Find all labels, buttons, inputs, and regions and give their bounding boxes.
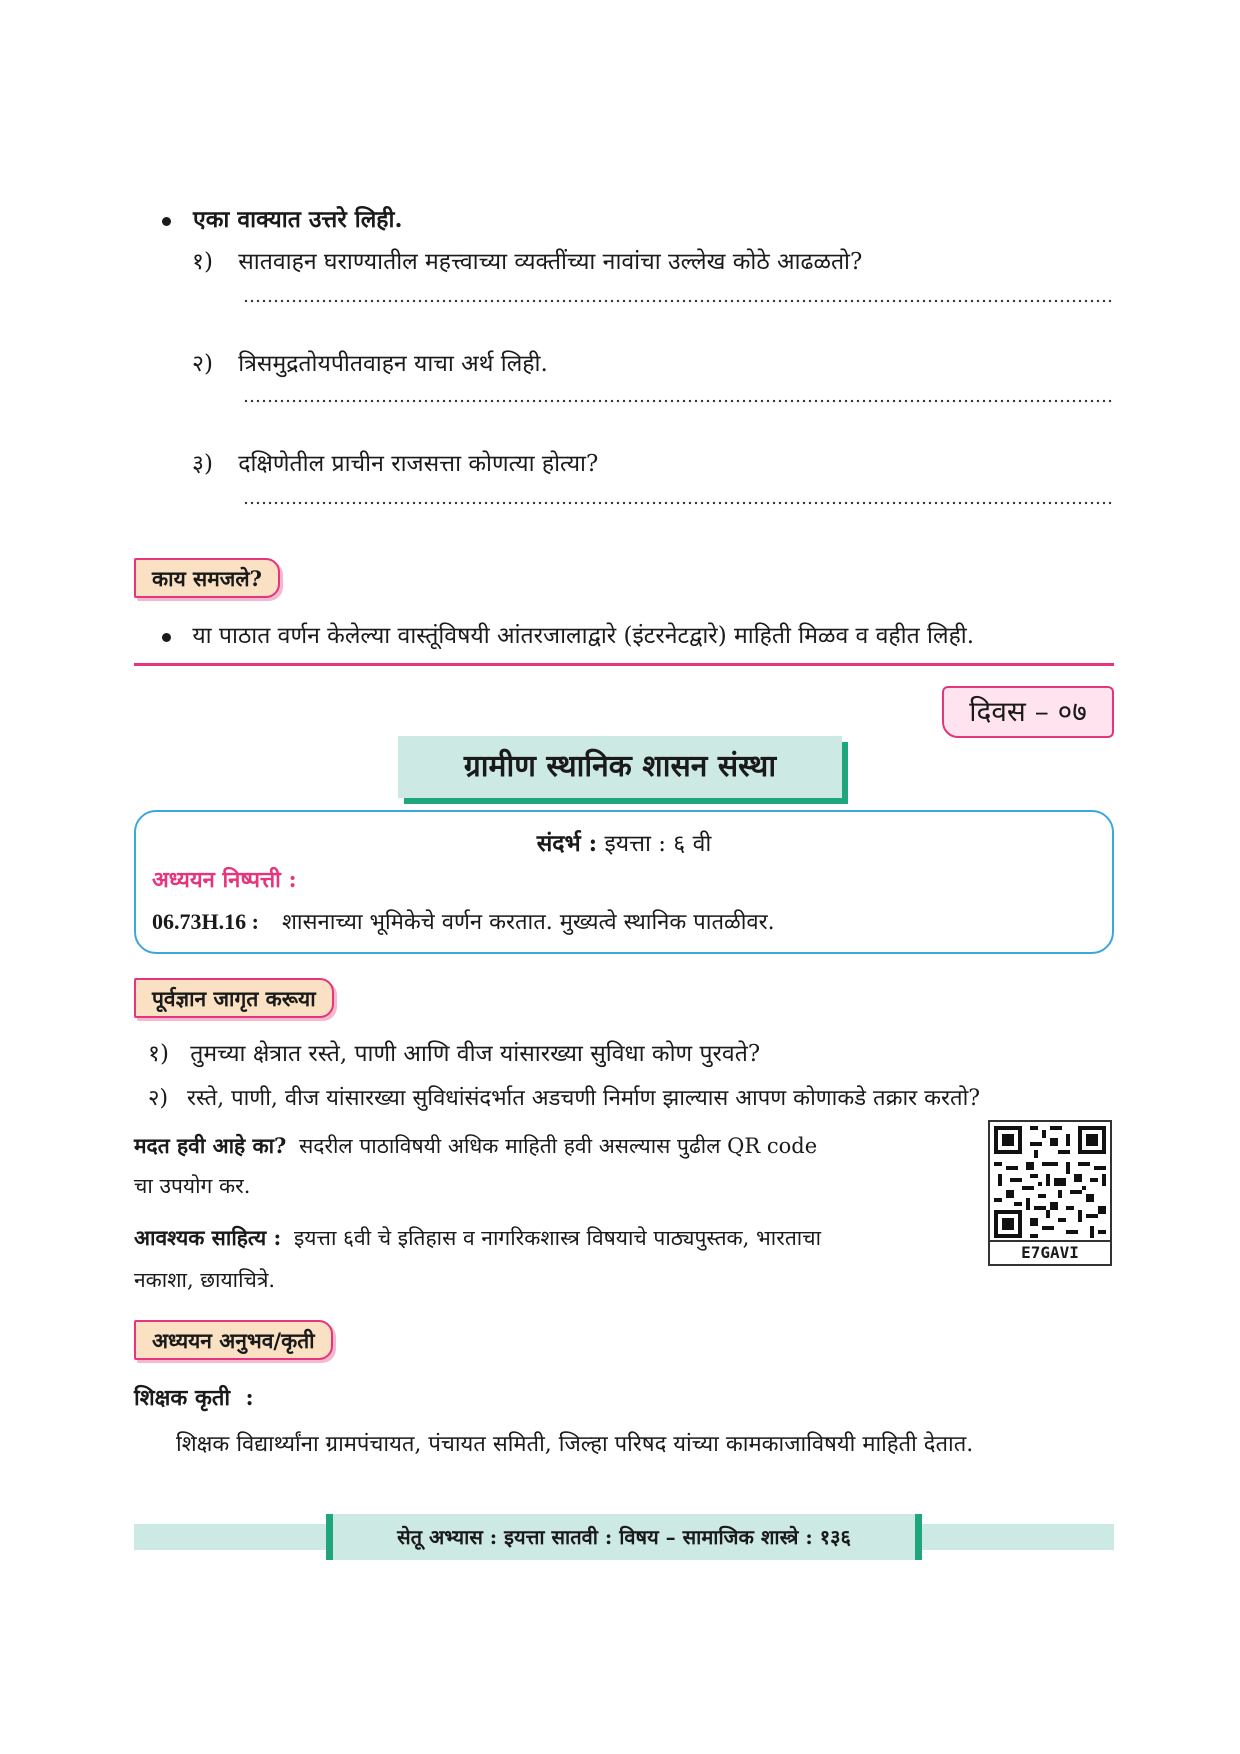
exercise-heading — [162, 202, 402, 234]
prior-knowledge-tag: पूर्वज्ञान जागृत करूया — [134, 978, 334, 1018]
page-footer: सेतू अभ्यास : इयत्ता सातवी : विषय – सामाजिक शास्त्रे : १३६ — [326, 1514, 922, 1560]
question-text: दक्षिणेतील प्राचीन राजसत्ता कोणत्या होत्या? — [238, 451, 599, 477]
exercise-heading-text: एका वाक्यात उत्तरे लिही. — [193, 206, 403, 233]
qr-code-icon — [990, 1122, 1110, 1242]
help-line-1 — [134, 1132, 974, 1160]
help-label: मदत हवी आहे का? — [134, 1133, 287, 1158]
activity-tag: अध्ययन अनुभव/कृती — [134, 1320, 333, 1360]
outcome-line — [152, 906, 775, 936]
reference-line — [136, 826, 1112, 858]
question-number: १) — [192, 249, 213, 275]
answer-line-1[interactable] — [243, 298, 1113, 304]
question-2 — [192, 346, 548, 378]
teacher-label: शिक्षक कृती : — [134, 1385, 254, 1411]
day-badge: दिवस – ०७ — [942, 686, 1114, 738]
bullet-icon — [162, 633, 171, 642]
answer-line-3[interactable] — [243, 500, 1113, 506]
prior-item-2 — [148, 1082, 1118, 1112]
understood-tag: काय समजले? — [134, 558, 280, 598]
reference-value: इयत्ता : ६ वी — [604, 831, 712, 857]
question-1 — [192, 244, 862, 276]
materials-text: इयत्ता ६वी चे इतिहास व नागरिकशास्त्र विषयाचे पाठ्यपुस्तक, भारताचा — [293, 1226, 822, 1250]
materials-label: आवश्यक साहित्य : — [134, 1225, 282, 1250]
question-3 — [192, 446, 598, 478]
item-text: रस्ते, पाणी, वीज यांसारख्या सुविधांसंदर्भात अडचणी निर्माण झाल्यास आपण कोणाकडे तक्रार करतो? — [187, 1086, 981, 1111]
outcome-heading: अध्ययन निष्पत्ती : — [152, 867, 297, 893]
prior-item-1 — [148, 1036, 760, 1068]
outcome-text: शासनाच्या भूमिकेचे वर्णन करतात. मुख्यत्वे स्थानिक पातळीवर. — [281, 910, 775, 935]
teacher-text: शिक्षक विद्यार्थ्यांना ग्रामपंचायत, पंचायत समिती, जिल्हा परिषद यांच्या कामकाजाविषयी माहिती देतात. — [176, 1432, 974, 1457]
answer-line-2[interactable] — [243, 398, 1113, 404]
materials-line-2: नकाशा, छायाचित्रे. — [134, 1268, 276, 1292]
bullet-icon — [162, 217, 171, 226]
understood-item — [162, 618, 1122, 650]
materials-line-1 — [134, 1224, 974, 1252]
help-text: सदरील पाठाविषयी अधिक माहिती हवी असल्यास पुढील QR code — [299, 1134, 818, 1158]
reference-box — [134, 810, 1114, 954]
question-text: त्रिसमुद्रतोयपीतवाहन याचा अर्थ लिही. — [238, 351, 548, 377]
question-text: सातवाहन घराण्यातील महत्त्वाच्या व्यक्तींच्या नावांचा उल्लेख कोठे आढळतो? — [238, 249, 863, 275]
question-number: ३) — [192, 451, 213, 477]
item-number: २) — [148, 1086, 169, 1111]
qr-code-label: E7GAVI — [990, 1240, 1110, 1264]
outcome-code: 06.73H.16 : — [152, 909, 259, 934]
help-line-2: चा उपयोग कर. — [134, 1174, 251, 1198]
qr-code[interactable] — [988, 1120, 1112, 1266]
item-number: १) — [148, 1041, 169, 1067]
reference-label: संदर्भ : — [536, 830, 598, 857]
question-number: २) — [192, 351, 213, 377]
item-text: तुमच्या क्षेत्रात रस्ते, पाणी आणि वीज यांसारख्या सुविधा कोण पुरवते? — [190, 1041, 761, 1067]
section-divider — [134, 663, 1114, 666]
understood-text: या पाठात वर्णन केलेल्या वास्तूंविषयी आंतरजालाद्वारे (इंटरनेटद्वारे) माहिती मिळव व वहीत लिही. — [192, 623, 975, 649]
lesson-title: ग्रामीण स्थानिक शासन संस्था — [398, 736, 842, 798]
